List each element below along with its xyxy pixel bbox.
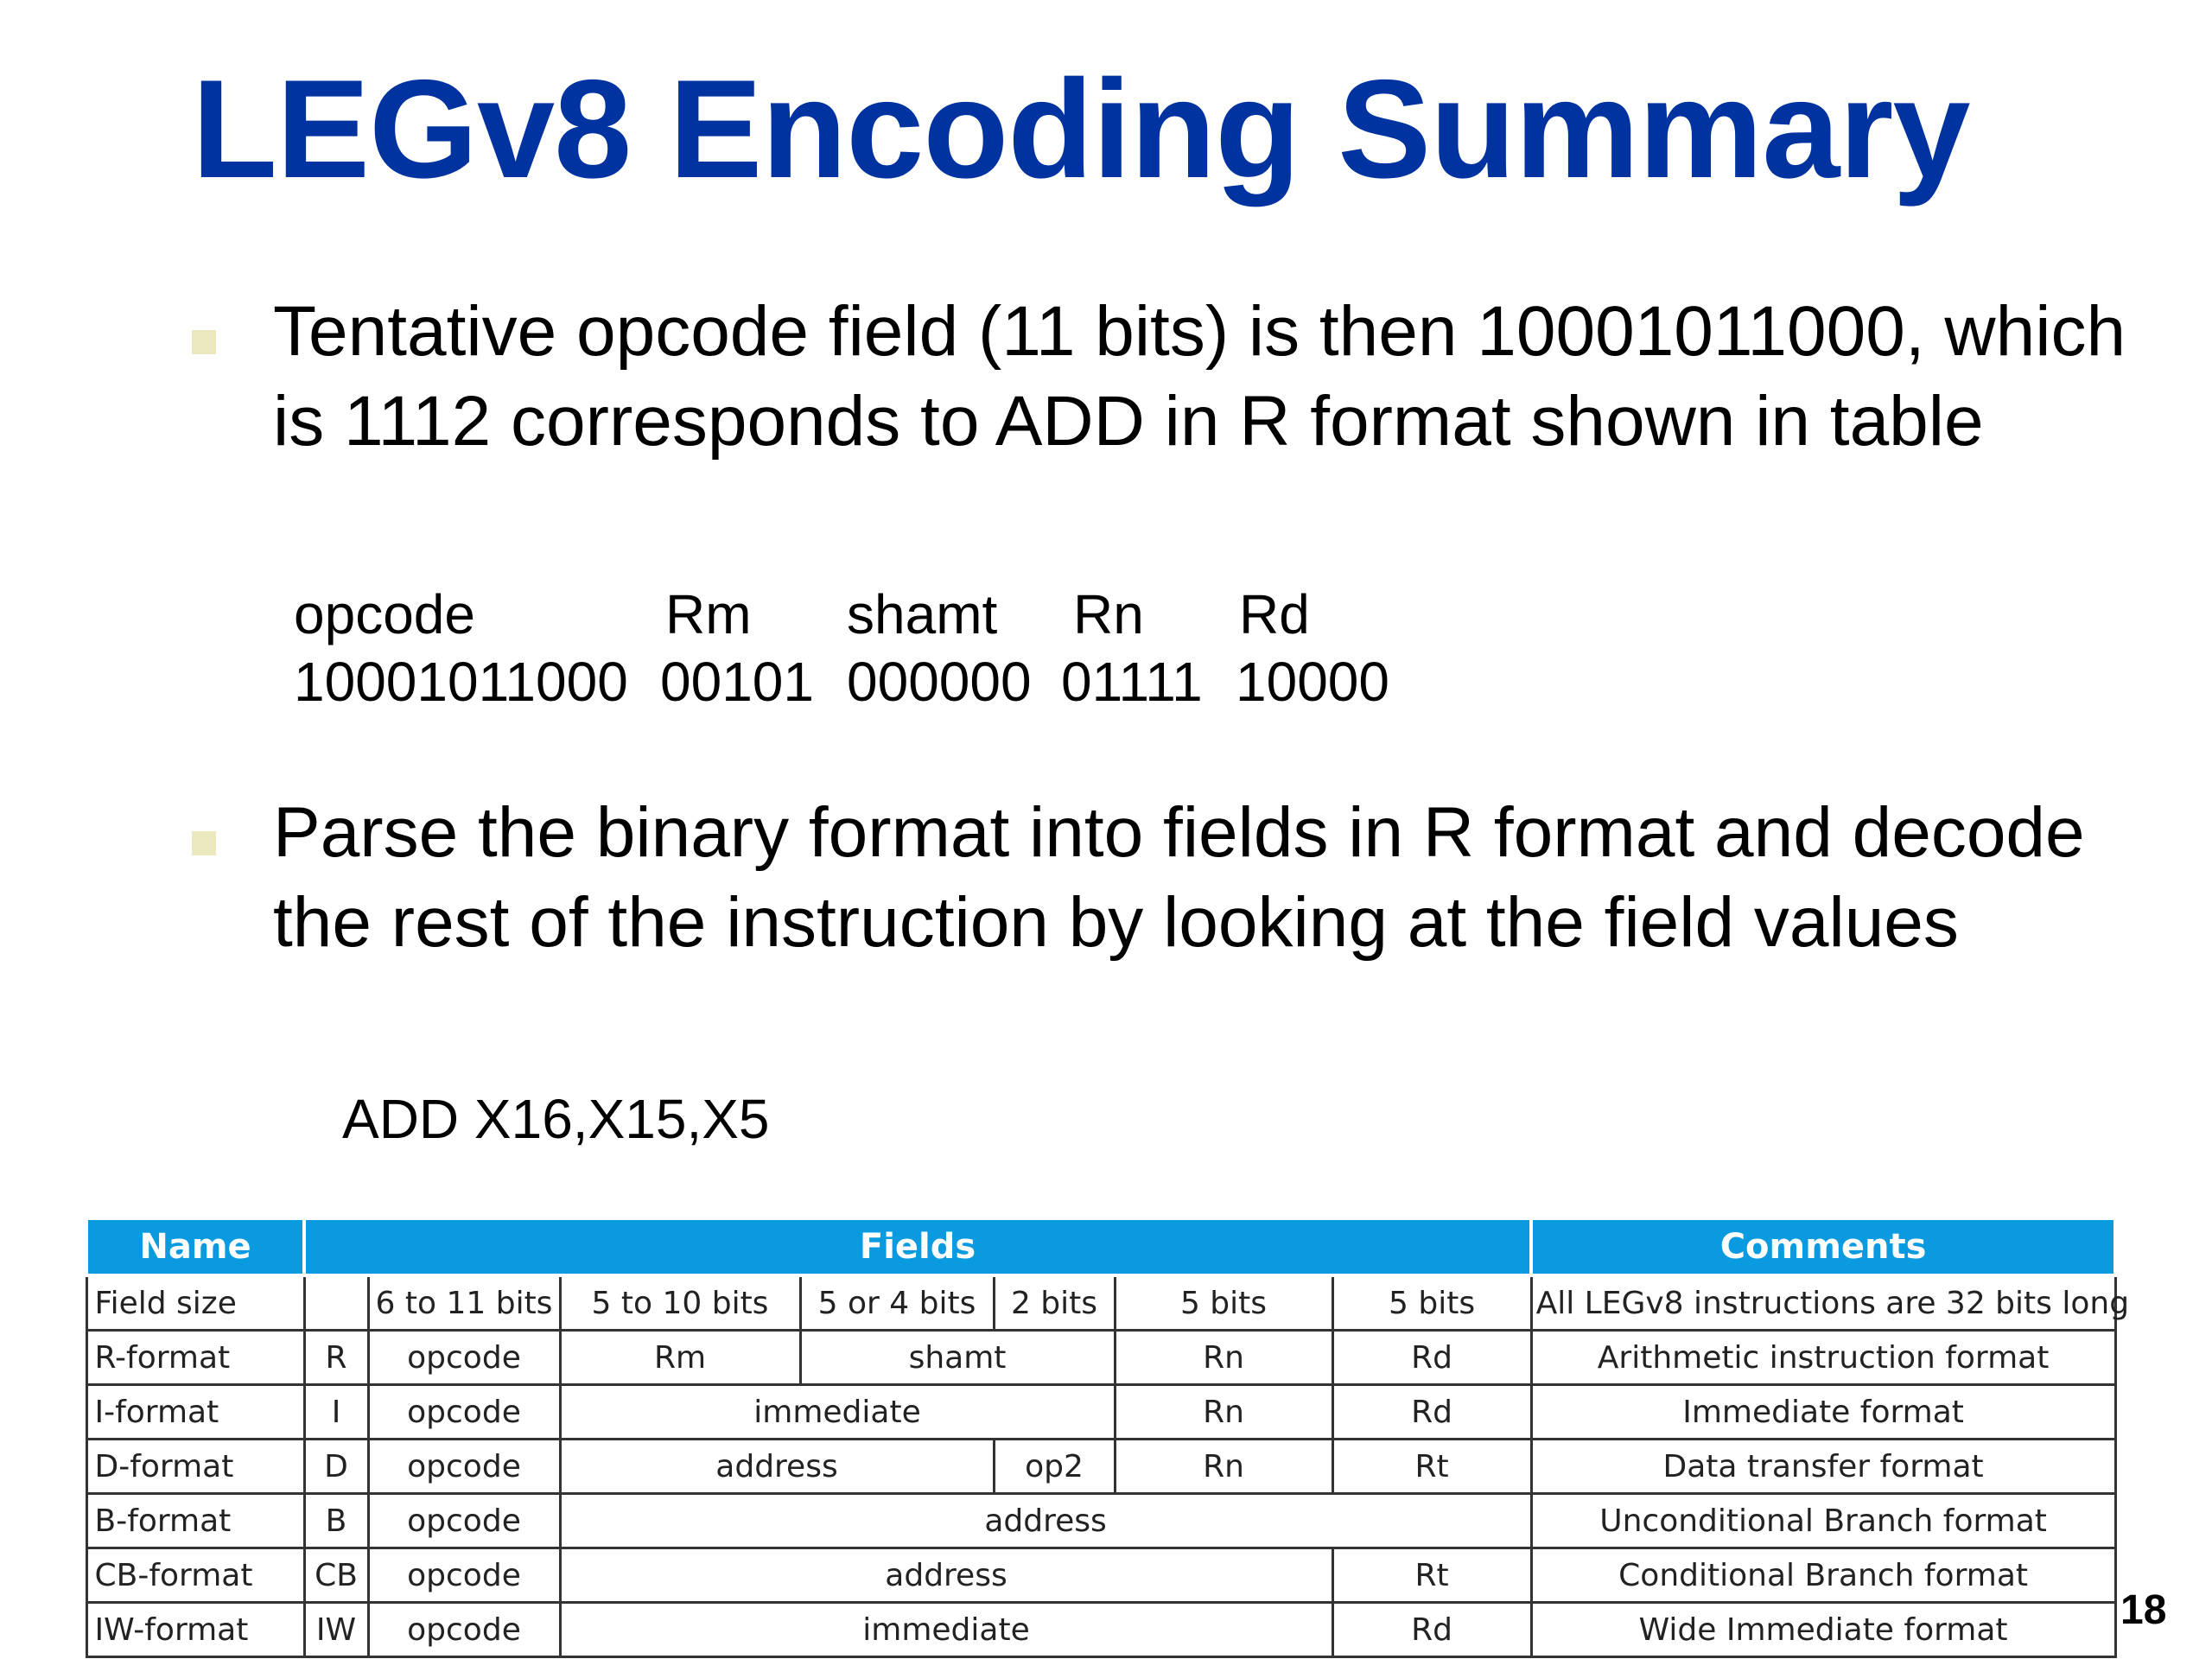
header-comments: Comments (1531, 1218, 2115, 1275)
d-format-comment: Data transfer format (1531, 1440, 2115, 1494)
field-size-c7: 5 bits (1332, 1275, 1531, 1331)
bullet-text-1: Tentative opcode field (11 bits) is then 10001011000, which is 1112 corresponds to ADD in R format shown in table (273, 292, 2126, 461)
iw-format-letter: IW (304, 1603, 368, 1657)
cb-format-address: address (560, 1548, 1332, 1603)
bullet-marker-1 (192, 330, 216, 354)
bullet-marker-2 (192, 831, 216, 855)
enc-value-rm: 00101 (660, 651, 814, 713)
bullet-text-2: Parse the binary format into fields in R format and decode the rest of the instruction by looking at the field values (273, 793, 2085, 962)
d-format-rt: Rt (1332, 1440, 1531, 1494)
field-size-label: Field size (86, 1275, 304, 1331)
d-format-op2: op2 (994, 1440, 1115, 1494)
b-format-opcode: opcode (368, 1494, 560, 1548)
field-size-c6: 5 bits (1115, 1275, 1332, 1331)
enc-header-rn: Rn (1073, 583, 1144, 645)
table-row-i-format (86, 1385, 2115, 1440)
iw-format-immediate: immediate (560, 1603, 1332, 1657)
cb-format-name: CB-format (86, 1548, 304, 1603)
field-size-c5: 2 bits (994, 1275, 1115, 1331)
d-format-opcode: opcode (368, 1440, 560, 1494)
field-size-c4: 5 or 4 bits (800, 1275, 994, 1331)
r-format-comment: Arithmetic instruction format (1531, 1331, 2115, 1385)
format-summary-table (85, 1217, 2130, 1658)
enc-header-opcode: opcode (294, 583, 475, 645)
field-size-comment: All LEGv8 instructions are 32 bits long (1531, 1275, 2115, 1331)
d-format-address: address (560, 1440, 994, 1494)
enc-value-shamt: 000000 (847, 651, 1032, 713)
b-format-letter: B (304, 1494, 368, 1548)
assembly-instruction: ADD X16,X15,X5 (342, 1088, 770, 1150)
table-row-field-size (86, 1275, 2115, 1331)
d-format-letter: D (304, 1440, 368, 1494)
b-format-address: address (560, 1494, 1531, 1548)
cb-format-letter: CB (304, 1548, 368, 1603)
b-format-comment: Unconditional Branch format (1531, 1494, 2115, 1548)
r-format-shamt: shamt (800, 1331, 1115, 1385)
i-format-rd: Rd (1332, 1385, 1531, 1440)
d-format-name: D-format (86, 1440, 304, 1494)
enc-header-rm: Rm (665, 583, 752, 645)
i-format-comment: Immediate format (1531, 1385, 2115, 1440)
r-format-name: R-format (86, 1331, 304, 1385)
slide-title: LEGv8 Encoding Summary (192, 51, 1970, 207)
table-row-cb-format (86, 1548, 2115, 1603)
header-name: Name (86, 1218, 304, 1275)
i-format-opcode: opcode (368, 1385, 560, 1440)
i-format-letter: I (304, 1385, 368, 1440)
r-format-letter: R (304, 1331, 368, 1385)
b-format-name: B-format (86, 1494, 304, 1548)
enc-value-opcode: 10001011000 (294, 651, 628, 713)
i-format-immediate: immediate (560, 1385, 1115, 1440)
r-format-rd: Rd (1332, 1331, 1531, 1385)
r-format-opcode: opcode (368, 1331, 560, 1385)
cb-format-rt: Rt (1332, 1548, 1531, 1603)
table-header-row (86, 1218, 2115, 1275)
iw-format-opcode: opcode (368, 1603, 560, 1657)
enc-value-rd: 10000 (1236, 651, 1389, 713)
d-format-rn: Rn (1115, 1440, 1332, 1494)
field-size-c3: 5 to 10 bits (560, 1275, 800, 1331)
iw-format-comment: Wide Immediate format (1531, 1603, 2115, 1657)
cb-format-comment: Conditional Branch format (1531, 1548, 2115, 1603)
cb-format-opcode: opcode (368, 1548, 560, 1603)
r-format-rm: Rm (560, 1331, 800, 1385)
table-row-d-format (86, 1440, 2115, 1494)
field-size-c1 (304, 1275, 368, 1331)
header-fields: Fields (304, 1218, 1531, 1275)
enc-value-rn: 01111 (1061, 651, 1203, 713)
table-row-iw-format (86, 1603, 2115, 1657)
field-size-c2: 6 to 11 bits (368, 1275, 560, 1331)
iw-format-rd: Rd (1332, 1603, 1531, 1657)
table-row-r-format (86, 1331, 2115, 1385)
enc-header-rd: Rd (1239, 583, 1310, 645)
page-number: 18 (2120, 1587, 2167, 1633)
i-format-name: I-format (86, 1385, 304, 1440)
r-format-rn: Rn (1115, 1331, 1332, 1385)
iw-format-name: IW-format (86, 1603, 304, 1657)
table-row-b-format (86, 1494, 2115, 1548)
i-format-rn: Rn (1115, 1385, 1332, 1440)
enc-header-shamt: shamt (847, 583, 998, 645)
